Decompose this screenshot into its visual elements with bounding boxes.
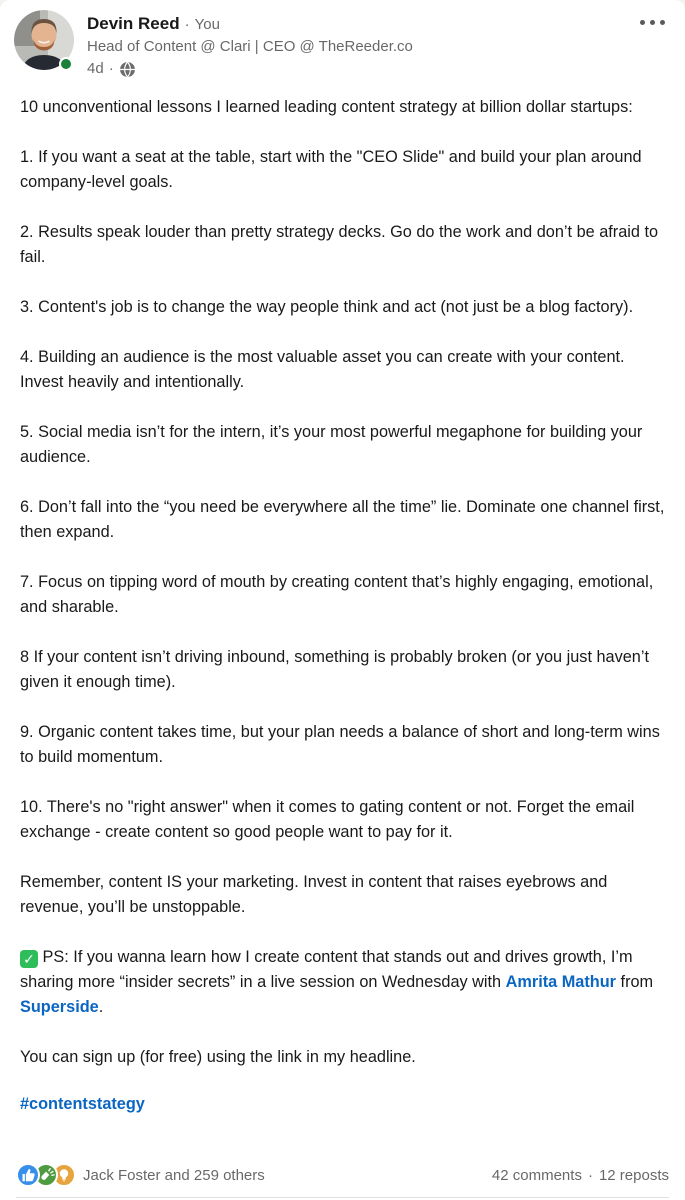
post-paragraph: 4. Building an audience is the most valuable asset you can create with your content. Invest heavily and intentionally. <box>20 348 625 391</box>
counts-separator: · <box>587 1166 593 1184</box>
post-paragraph: 5. Social media isn’t for the intern, it’s your most powerful megaphone for building your audience. <box>20 423 643 466</box>
post-header <box>0 0 685 79</box>
post-paragraph: 6. Don’t fall into the “you need be everywhere all the time” lie. Dominate one channel first, then expand. <box>20 498 665 541</box>
post-options-menu-button[interactable] <box>634 12 671 33</box>
online-presence-dot <box>59 57 73 71</box>
author-name-link[interactable]: Devin Reed <box>87 14 180 33</box>
ellipsis-icon <box>640 20 645 25</box>
reactors-summary[interactable]: Jack Foster and 259 others <box>83 1166 265 1184</box>
post-paragraph: 3. Content's job is to change the way people think and act (not just be a blog factory). <box>20 298 634 316</box>
globe-icon <box>119 61 136 78</box>
you-badge: You <box>194 16 220 33</box>
post-text <box>0 95 685 1070</box>
social-proof-row <box>16 1162 669 1188</box>
post-paragraph: 10 unconventional lessons I learned leading content strategy at billion dollar startups: <box>20 98 633 116</box>
hashtag-row <box>0 1095 685 1114</box>
reaction-stack[interactable] <box>16 1163 76 1187</box>
time-separator: · <box>108 60 114 77</box>
post-paragraph: 8 If your content isn’t driving inbound, something is probably broken (or you just haven’t given it enough time). <box>20 648 649 691</box>
header-meta <box>87 10 413 79</box>
social-counts <box>492 1167 669 1184</box>
author-headline: Head of Content @ Clari | CEO @ TheReeder.co <box>87 38 413 55</box>
footer-divider <box>16 1197 669 1198</box>
name-separator: · <box>184 16 190 33</box>
name-row <box>87 13 413 35</box>
post-paragraph: 9. Organic content takes time, but your plan needs a balance of short and long-term wins to build momentum. <box>20 723 660 766</box>
check-mark-emoji: ✓ <box>20 950 38 968</box>
hashtag-link[interactable]: #contentstategy <box>20 1095 145 1113</box>
reposts-count[interactable]: 12 reposts <box>598 1166 669 1184</box>
post-paragraph: 1. If you want a seat at the table, start with the "CEO Slide" and build your plan around company-level goals. <box>20 148 642 191</box>
post-meta-row <box>87 59 413 79</box>
post-paragraph: 7. Focus on tipping word of mouth by creating content that’s highly engaging, emotional, and sharable. <box>20 573 654 616</box>
post-paragraph: ✓ PS: If you wanna learn how I create content that stands out and drives growth, I’m sharing more “insider secrets” in a live session on Wednesday with Amrita Mathur from Superside. <box>20 948 654 1016</box>
post-paragraph: 2. Results speak louder than pretty strategy decks. Go do the work and don’t be afraid to fail. <box>20 223 659 266</box>
post-age: 4d <box>87 60 104 77</box>
author-avatar[interactable] <box>14 10 74 70</box>
post-paragraph: 10. There's no "right answer" when it comes to gating content or not. Forget the email exchange - create content so good people want to pay for it. <box>20 798 635 841</box>
inline-link[interactable]: Superside <box>20 998 99 1016</box>
inline-link[interactable]: Amrita Mathur <box>505 973 617 991</box>
post-paragraph: Remember, content IS your marketing. Invest in content that raises eyebrows and revenue, you’ll be unstoppable. <box>20 873 608 916</box>
like-icon <box>16 1163 40 1187</box>
comments-count[interactable]: 42 comments <box>491 1166 582 1184</box>
post-paragraph: You can sign up (for free) using the link in my headline. <box>20 1048 416 1066</box>
